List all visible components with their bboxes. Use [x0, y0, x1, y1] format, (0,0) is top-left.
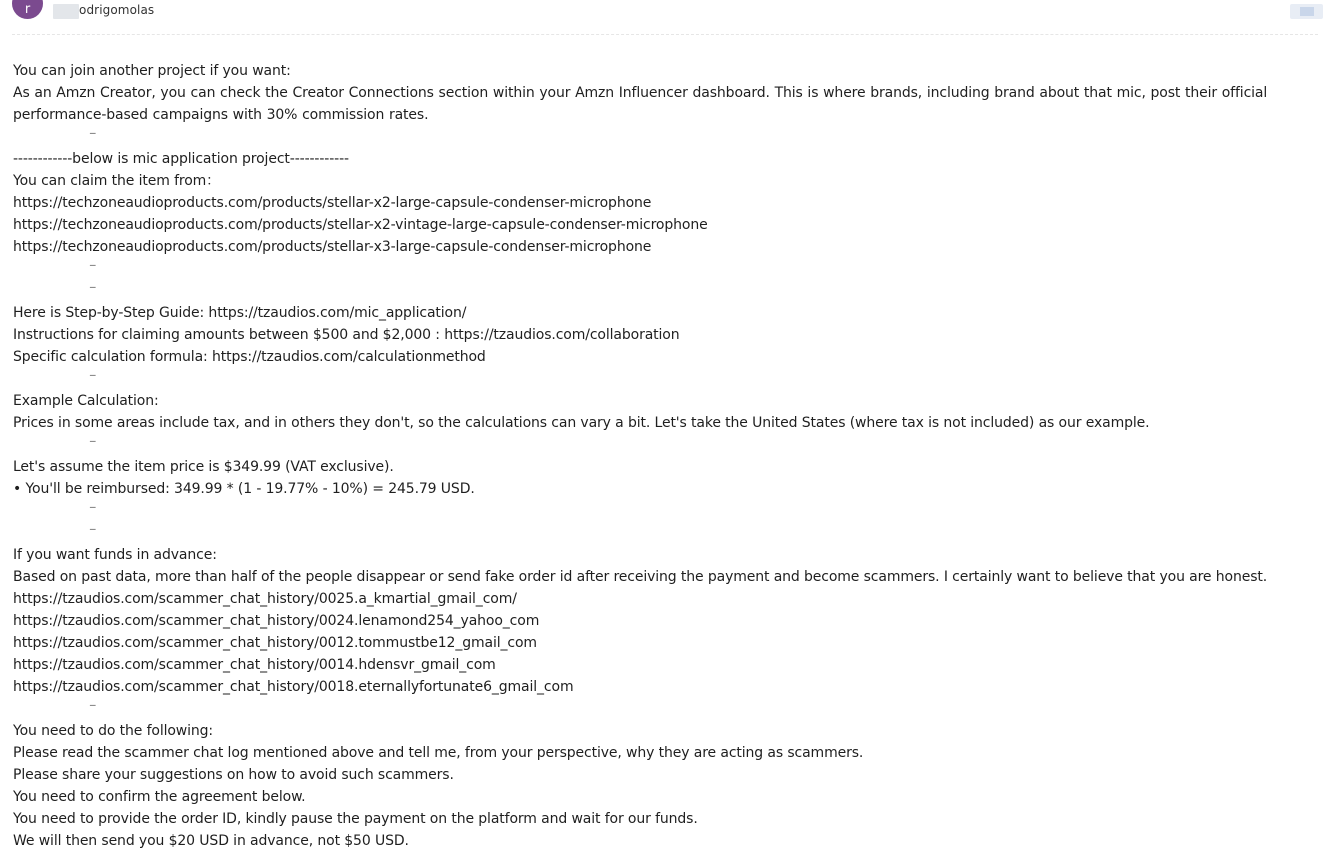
- avatar-letter: r: [24, 2, 31, 17]
- body-line: You can join another project if you want:: [13, 63, 291, 79]
- product-link[interactable]: https://techzoneaudioproducts.com/products/stellar-x2-vintage-large-capsule-condenser-microphone: [13, 217, 708, 233]
- guide-link-line[interactable]: Here is Step-by-Step Guide: https://tzaudios.com/mic_application/: [13, 305, 467, 321]
- body-line: You need to do the following:: [13, 723, 214, 739]
- header-divider: [12, 34, 1318, 35]
- body-line: Prices in some areas include tax, and in others they don't, so the calculations can vary a bit. Let's take the United States (where tax is not included) as our example.: [13, 415, 1150, 431]
- redacted-name-block: [53, 4, 79, 19]
- body-line: Please read the scammer chat log mentioned above and tell me, from your perspective, why they are acting as scammers.: [13, 745, 864, 761]
- body-line: • You'll be reimbursed: 349.99 * (1 - 19.77% - 10%) = 245.79 USD.: [13, 481, 475, 497]
- body-line: If you want funds in advance:: [13, 547, 217, 563]
- spacer-mark: [13, 500, 1321, 522]
- scammer-history-link[interactable]: https://tzaudios.com/scammer_chat_history/0025.a_kmartial_gmail_com/: [13, 591, 517, 607]
- product-link[interactable]: https://techzoneaudioproducts.com/products/stellar-x3-large-capsule-condenser-microphone: [13, 239, 652, 255]
- email-header: [0, 0, 1330, 34]
- body-paragraph: As an Amzn Creator, you can check the Creator Connections section within your Amzn Influencer dashboard. This is where brands, including brand about that mic, post their official performance-based campaigns with 30% commission rates.: [13, 85, 1268, 123]
- body-line: Based on past data, more than half of the people disappear or send fake order id after receiving the payment and become scammers. I certainly want to believe that you are honest.: [13, 569, 1268, 585]
- spacer-mark: [13, 126, 1321, 148]
- spacer-mark: [13, 522, 1321, 544]
- body-line: We will then send you $20 USD in advance, not $50 USD.: [13, 833, 409, 849]
- formula-link-line[interactable]: Specific calculation formula: https://tzaudios.com/calculationmethod: [13, 349, 486, 365]
- scammer-history-link[interactable]: https://tzaudios.com/scammer_chat_history/0014.hdensvr_gmail_com: [13, 657, 496, 673]
- spacer-mark: [13, 258, 1321, 280]
- scammer-history-link[interactable]: https://tzaudios.com/scammer_chat_history/0018.eternallyfortunate6_gmail_com: [13, 679, 574, 695]
- body-line: You need to confirm the agreement below.: [13, 789, 306, 805]
- sender-avatar[interactable]: [12, 0, 43, 19]
- spacer-mark: [13, 434, 1321, 456]
- email-body: [13, 60, 1321, 852]
- scammer-history-link[interactable]: https://tzaudios.com/scammer_chat_history/0012.tommustbe12_gmail_com: [13, 635, 537, 651]
- body-line: Example Calculation:: [13, 393, 159, 409]
- spacer-mark: [13, 280, 1321, 302]
- scammer-history-link[interactable]: https://tzaudios.com/scammer_chat_history/0024.lenamond254_yahoo_com: [13, 613, 540, 629]
- spacer-mark: [13, 698, 1321, 720]
- product-link[interactable]: https://techzoneaudioproducts.com/products/stellar-x2-large-capsule-condenser-microphone: [13, 195, 652, 211]
- body-line: You need to provide the order ID, kindly pause the payment on the platform and wait for our funds.: [13, 811, 698, 827]
- spacer-mark: [13, 368, 1321, 390]
- body-line: Let's assume the item price is $349.99 (VAT exclusive).: [13, 459, 394, 475]
- body-line: You can claim the item from：: [13, 173, 221, 189]
- section-divider-text: ------------below is mic application project------------: [13, 151, 349, 167]
- redacted-date-block: [1290, 4, 1323, 19]
- sender-name[interactable]: odrigomolas: [79, 3, 155, 17]
- body-line: Please share your suggestions on how to avoid such scammers.: [13, 767, 454, 783]
- instructions-link-line[interactable]: Instructions for claiming amounts between $500 and $2,000 : https://tzaudios.com/collaboration: [13, 327, 680, 343]
